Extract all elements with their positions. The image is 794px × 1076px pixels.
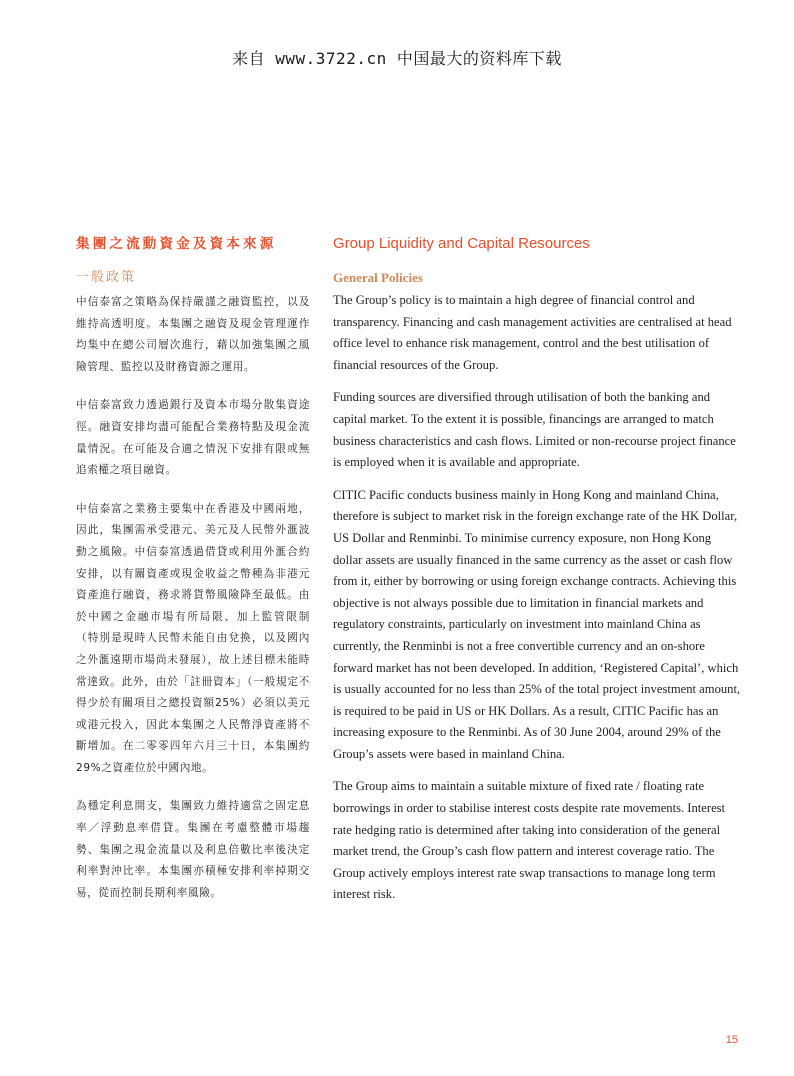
english-subsection-title: General Policies xyxy=(333,270,423,285)
english-paragraph-3: CITIC Pacific conducts business mainly in Hong Kong and mainland China, therefore is subject to market risk in the foreign exchange rate of the HK Dollar, US Dollar and Renminbi. To minimise currency exposure, non Hong Kong dollar assets are usually financed in the same currency as the asset or cash flow from it, either by borrowing or using foreign exchange contracts. Achieving this objective is not always possible due to limitation in financial markets and regulatory constraints, particularly on investment into mainland China as currently, the Renminbi is not a free convertible currency and an on-shore forward market has not been developed. In addition, ‘Registered Capital’, which is usually accounted for no less than 25% of the total project investment amount, is required to be paid in US or HK Dollars. As a result, CITIC Pacific has an increasing exposure to the Renminbi. As of 30 June 2004, around 29% of the Group’s assets were based in mainland China. xyxy=(333,487,741,761)
chinese-paragraph-1: 中信泰富之策略為保持嚴謹之融資監控，以及維持高透明度。本集團之融資及現金管理運作均集中在總公司層次進行，藉以加強集團之風險管理、監控以及財務資源之運用。 xyxy=(76,296,310,373)
english-section-title: Group Liquidity and Capital Resources xyxy=(333,235,590,252)
watermark-banner: 来自 www.3722.cn 中国最大的资料库下载 xyxy=(232,49,562,68)
english-paragraph-1: The Group’s policy is to maintain a high degree of financial control and transparency. Financing and cash management activities are centralised at head office level to enhance risk management, control and the best utilisation of financial resources of the Group. xyxy=(333,293,732,372)
chinese-paragraph-2: 中信泰富致力透過銀行及資本市場分散集資途徑。融資安排均盡可能配合業務特點及現金流量情況。在可能及合適之情況下安排有限或無追索權之項目融資。 xyxy=(76,399,310,477)
chinese-column xyxy=(76,234,310,921)
english-paragraph-2: Funding sources are diversified through utilisation of both the banking and capital market. To the extent it is possible, financings are arranged to match business characteristics and cash flows. Limited or non-recourse project finance is employed when it is available and appropriate. xyxy=(333,390,736,470)
chinese-subsection-title: 一般政策 xyxy=(76,270,137,285)
chinese-section-title: 集團之流動資金及資本來源 xyxy=(76,236,277,252)
english-column xyxy=(333,234,743,917)
chinese-paragraph-3: 中信泰富之業務主要集中在香港及中國兩地，因此，集團需承受港元、美元及人民幣外滙波動之風險。中信泰富透過借貸或利用外滙合約安排，以有關資產或現金收益之幣種為非港元資產進行融資，務求將貨幣風險降至最低。由於中國之金融市場有所局限、加上監管限制（特別是現時人民幣未能自由兌換，以及國內之外滙遠期市場尚未發展），故上述目標未能時常達致。此外，由於「註冊資本」（一般規定不得少於有關項目之總投資額25%）必須以美元或港元投入，因此本集團之人民幣淨資產將不斷增加。在二零零四年六月三十日，本集團約29%之資產位於中國內地。 xyxy=(76,502,310,774)
chinese-paragraph-4: 為穩定利息開支，集團致力維持適當之固定息率／浮動息率借貸。集團在考慮整體市場趨勢、集團之現金流量以及利息倍數比率後決定利率對沖比率。本集團亦積極安排利率掉期交易，從而控制長期利率風險。 xyxy=(76,800,310,899)
english-paragraph-4: The Group aims to maintain a suitable mixture of fixed rate / floating rate borrowings in order to stabilise interest costs despite rate movements. Interest rate hedging ratio is determined after taking into consideration of the general market trend, the Group’s cash flow pattern and interest coverage ratio. The Group actively employs interest rate swap transactions to manage long term interest risk. xyxy=(333,779,726,902)
page-number: 15 xyxy=(725,1034,738,1046)
